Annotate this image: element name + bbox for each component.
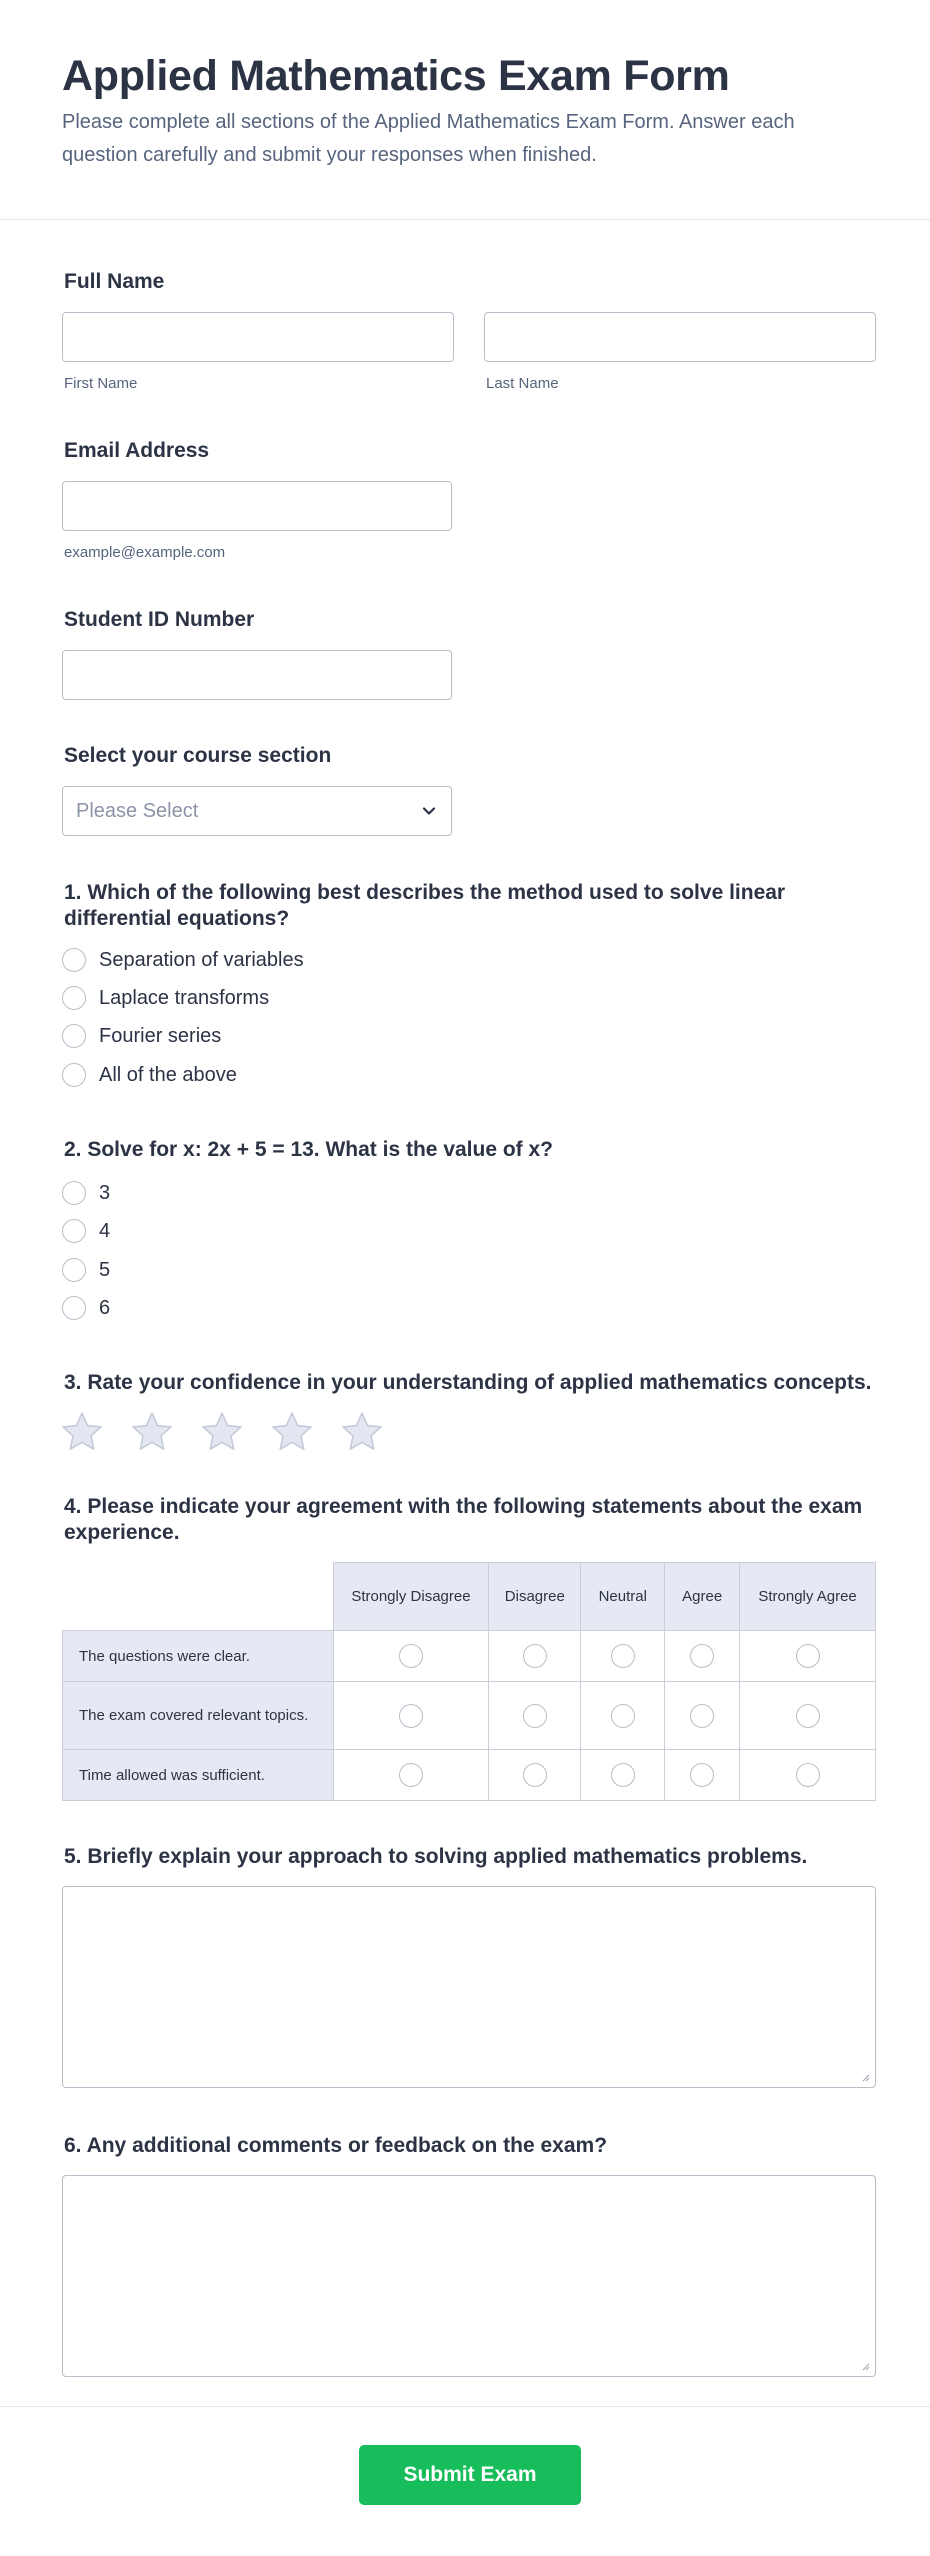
resize-grip-icon[interactable] [860,2072,870,2082]
matrix-cell[interactable] [740,1682,876,1750]
radio-button[interactable] [611,1763,635,1787]
matrix-row [63,1750,876,1801]
radio-button[interactable] [611,1704,635,1728]
matrix-cell[interactable] [489,1750,581,1801]
radio-button[interactable] [62,1181,86,1205]
radio-button[interactable] [62,1296,86,1320]
matrix-cell[interactable] [740,1750,876,1801]
radio-button[interactable] [399,1704,423,1728]
page-subtitle: Please complete all sections of the Applied Mathematics Exam Form. Answer each question carefully and submit your responses when finished. [62,111,795,166]
page-title: Applied Mathematics Exam Form [62,52,730,100]
resize-grip-icon[interactable] [860,2361,870,2371]
matrix-column-header: Neutral [581,1563,665,1631]
q4-label: 4. Please indicate your agreement with the following statements about the exam experience. [64,1495,863,1544]
radio-button[interactable] [62,1063,86,1087]
radio-button[interactable] [523,1644,547,1668]
student-id-input[interactable] [62,650,452,700]
matrix-cell[interactable] [581,1631,665,1682]
radio-button[interactable] [796,1704,820,1728]
radio-button[interactable] [62,1258,86,1282]
q1-option[interactable] [62,1022,221,1050]
matrix-cell[interactable] [333,1750,489,1801]
q2-option[interactable] [62,1294,110,1322]
matrix-row-label: The questions were clear. [63,1631,334,1682]
radio-button[interactable] [62,1219,86,1243]
q2-option[interactable] [62,1179,110,1207]
q1-label: 1. Which of the following best describes the method used to solve linear differential equations? [64,881,786,930]
matrix-cell[interactable] [740,1631,876,1682]
matrix-column-header: Strongly Agree [740,1563,876,1631]
matrix-row-label: The exam covered relevant topics. [63,1682,334,1750]
radio-button[interactable] [523,1763,547,1787]
q1-option-label: All of the above [99,1063,237,1086]
radio-button[interactable] [62,986,86,1010]
matrix-row [63,1682,876,1750]
q2-option-label: 6 [99,1296,111,1319]
q5-label: 5. Briefly explain your approach to solving applied mathematics problems. [64,1845,808,1868]
star-icon[interactable] [340,1410,384,1454]
radio-button[interactable] [796,1763,820,1787]
q2-option-label: 4 [99,1219,111,1242]
star-icon[interactable] [200,1410,244,1454]
q1-option[interactable] [62,946,304,974]
radio-button[interactable] [399,1644,423,1668]
radio-button[interactable] [690,1704,714,1728]
chevron-down-icon [419,801,439,821]
q3-label: 3. Rate your confidence in your understanding of applied mathematics concepts. [64,1371,872,1394]
radio-button[interactable] [690,1763,714,1787]
matrix-column-header: Strongly Disagree [333,1563,489,1631]
course-section-label: Select your course section [64,744,332,767]
q2-label: 2. Solve for x: 2x + 5 = 13. What is the value of x? [64,1138,554,1161]
matrix-cell[interactable] [581,1682,665,1750]
full-name-label: Full Name [64,270,165,293]
radio-button[interactable] [399,1763,423,1787]
q2-option-label: 3 [99,1181,111,1204]
q2-option[interactable] [62,1217,110,1245]
radio-button[interactable] [62,948,86,972]
last-name-input[interactable] [484,312,876,362]
matrix-row [63,1631,876,1682]
q6-label: 6. Any additional comments or feedback on the exam? [64,2134,608,2157]
agreement-matrix [62,1562,876,1800]
q1-option[interactable] [62,984,269,1012]
matrix-cell[interactable] [333,1631,489,1682]
matrix-cell[interactable] [665,1631,740,1682]
matrix-row-label: Time allowed was sufficient. [63,1750,334,1801]
form-footer [0,2406,930,2556]
q2-option[interactable] [62,1256,110,1284]
course-section-value: Please Select [76,800,199,822]
radio-button[interactable] [523,1704,547,1728]
email-label: Email Address [64,439,210,462]
first-name-sublabel: First Name [64,375,138,392]
radio-button[interactable] [796,1644,820,1668]
matrix-cell[interactable] [333,1682,489,1750]
radio-button[interactable] [611,1644,635,1668]
radio-button[interactable] [690,1644,714,1668]
q1-option-label: Fourier series [99,1024,222,1047]
comments-textarea[interactable] [62,2175,876,2377]
matrix-column-header: Agree [665,1563,740,1631]
radio-button[interactable] [62,1024,86,1048]
email-sublabel: example@example.com [64,544,226,561]
matrix-cell[interactable] [665,1750,740,1801]
q1-option[interactable] [62,1061,237,1089]
star-icon[interactable] [270,1410,314,1454]
q2-option-label: 5 [99,1258,111,1281]
q1-option-label: Separation of variables [99,948,304,971]
submit-button[interactable]: Submit Exam [359,2445,581,2505]
q1-option-label: Laplace transforms [99,986,270,1009]
approach-textarea[interactable] [62,1886,876,2088]
matrix-cell[interactable] [581,1750,665,1801]
star-icon[interactable] [60,1410,104,1454]
matrix-corner [63,1563,334,1631]
email-input[interactable] [62,481,452,531]
student-id-label: Student ID Number [64,608,255,631]
form-header [0,0,930,220]
last-name-sublabel: Last Name [486,375,559,392]
matrix-cell[interactable] [489,1631,581,1682]
matrix-cell[interactable] [489,1682,581,1750]
first-name-input[interactable] [62,312,454,362]
matrix-column-header: Disagree [489,1563,581,1631]
course-section-select[interactable] [62,786,452,836]
star-icon[interactable] [130,1410,174,1454]
matrix-cell[interactable] [665,1682,740,1750]
